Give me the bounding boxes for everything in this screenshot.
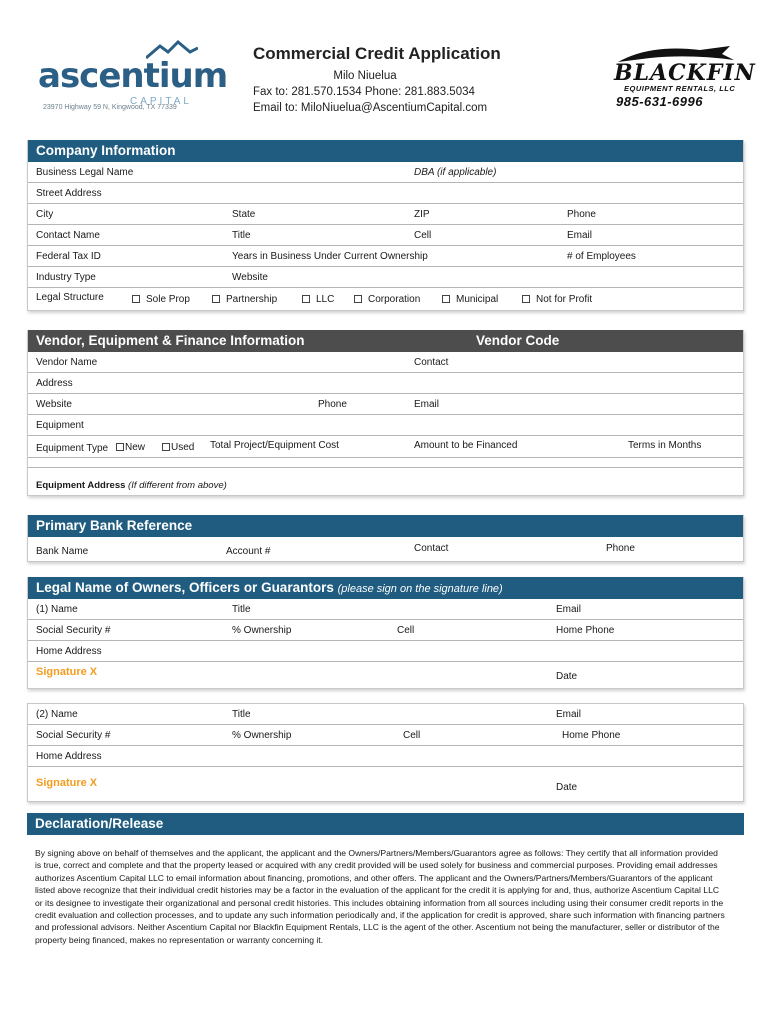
equipment-address-label: Equipment Address — [36, 480, 126, 491]
owner1-home-phone-field[interactable]: Home Phone — [556, 625, 615, 636]
owner2-name-field[interactable]: (2) Name — [36, 709, 78, 720]
brand-name: ascentium — [38, 56, 228, 96]
vendor-contact-field[interactable]: Contact — [414, 357, 449, 368]
form-row — [28, 373, 743, 394]
vendor-code-label: Vendor Code — [476, 333, 560, 348]
checkbox-llc[interactable] — [302, 294, 334, 305]
owner1-ssn-field[interactable]: Social Security # — [36, 625, 111, 636]
checkbox-sole-prop[interactable] — [132, 294, 190, 305]
checkbox-new[interactable] — [116, 442, 145, 453]
terms-field[interactable]: Terms in Months — [628, 440, 702, 451]
owner2-signature-field[interactable]: Signature X — [36, 777, 98, 789]
form-row — [28, 641, 743, 662]
owner1-title-field[interactable]: Title — [232, 604, 251, 615]
owner1-home-address-field[interactable]: Home Address — [36, 646, 102, 657]
checkbox-label: LLC — [316, 294, 335, 305]
owner2-title-field[interactable]: Title — [232, 709, 251, 720]
owner2-home-address-field[interactable]: Home Address — [36, 751, 102, 762]
owner1-signature-field[interactable]: Signature X — [36, 666, 98, 678]
checkbox-label: Not for Profit — [536, 294, 593, 305]
partner-sub: EQUIPMENT RENTALS, LLC — [624, 84, 736, 93]
form-row — [28, 183, 743, 204]
owner2-email-field[interactable]: Email — [556, 709, 582, 720]
form-row — [28, 704, 743, 725]
checkbox-not-for-profit[interactable] — [522, 294, 592, 305]
page-header — [0, 0, 770, 130]
company-address: 23970 Highway 59 N, Kingwood, TX 77339 — [43, 104, 177, 111]
company-information-heading: Company Information — [28, 140, 743, 162]
form-row — [28, 394, 743, 415]
company-information-section — [27, 140, 744, 311]
form-row — [28, 746, 743, 767]
vendor-address-field[interactable]: Address — [36, 378, 73, 389]
form-row — [28, 467, 743, 495]
form-row — [28, 162, 743, 183]
contact-title-field[interactable]: Title — [232, 230, 251, 241]
bank-contact-field[interactable]: Contact — [414, 543, 449, 554]
checkbox-icon[interactable] — [354, 295, 362, 303]
owner2-date-field[interactable]: Date — [556, 782, 578, 793]
checkbox-corporation[interactable] — [354, 294, 420, 305]
equipment-type-label: Equipment Type — [36, 443, 109, 454]
vendor-email-field[interactable]: Email — [414, 399, 440, 410]
owner2-ownership-field[interactable]: % Ownership — [232, 730, 292, 741]
equipment-field[interactable]: Equipment — [36, 420, 84, 431]
blackfin-logo — [610, 44, 756, 114]
checkbox-municipal[interactable] — [442, 294, 498, 305]
contact-email-field[interactable]: Email — [567, 230, 593, 241]
company-website-field[interactable]: Website — [232, 272, 268, 283]
form-row — [28, 415, 743, 436]
zip-field[interactable]: ZIP — [414, 209, 430, 220]
form-row — [28, 246, 743, 267]
form-row — [28, 620, 743, 641]
declaration-text: By signing above on behalf of themselves and the applicant, the applicant and the Owners/Partners/Members/Guarantors agree as follows: They certify that all information provided is true, correct and complete and that the property leased or acquired with any credit provided will be used solely for business and commercial purposes. Providing email addresses authorizes Ascentium Capital LLC to email information about financing, promotions, and other offers. The applicant and the Owners/Partners/Members/Guarantors of the applicant listed above recognize that their individual credit histories may be a factor in the evaluation of the applicant for the credit it is applying for and, thus, authorize Ascentium Capital LLC or its designee to investigate their organizational and personal credit histories. This includes obtaining information from all sources including using their consumer credit reports in the credit evaluation and collection processes, and to update any such information periodically and, if the application for credit is approved, share such information with financing partners and professional advisors. Neither Ascentium Capital nor Blackfin Equipment Rentals, LLC is the agent of the other. Ascentium not being the manufacturer, seller or distributor of the property being financed, makes no representation or warranty concerning it. — [35, 848, 725, 945]
company-phone-field[interactable]: Phone — [567, 209, 596, 220]
business-legal-name-field[interactable]: Business Legal Name — [36, 167, 134, 178]
state-field[interactable]: State — [232, 209, 256, 220]
checkbox-label: Municipal — [456, 294, 499, 305]
contact-name: Milo Niuelua — [333, 70, 397, 82]
checkbox-icon[interactable] — [302, 295, 310, 303]
checkbox-label: Partnership — [226, 294, 278, 305]
owner1-cell-field[interactable]: Cell — [397, 625, 415, 636]
form-row — [28, 767, 743, 801]
account-field[interactable]: Account # — [226, 546, 271, 557]
page-title: Commercial Credit Application — [253, 44, 501, 63]
checkbox-label: Sole Prop — [146, 294, 190, 305]
street-address-field[interactable]: Street Address — [36, 188, 102, 199]
bank-heading: Primary Bank Reference — [28, 515, 743, 537]
title-block — [253, 44, 513, 114]
checkbox-partnership[interactable] — [212, 294, 277, 305]
owners-section — [27, 577, 744, 689]
owner2-cell-field[interactable]: Cell — [403, 730, 421, 741]
checkbox-label: Used — [171, 442, 195, 453]
checkbox-icon[interactable] — [116, 443, 124, 451]
declaration-heading: Declaration/Release — [27, 813, 744, 835]
form-row — [28, 662, 743, 688]
vendor-section — [27, 330, 744, 496]
vendor-name-field[interactable]: Vendor Name — [36, 357, 98, 368]
owner1-name-field[interactable]: (1) Name — [36, 604, 78, 615]
checkbox-used[interactable] — [162, 442, 194, 453]
vendor-website-field[interactable]: Website — [36, 399, 72, 410]
owner2-ssn-field[interactable]: Social Security # — [36, 730, 111, 741]
checkbox-icon[interactable] — [212, 295, 220, 303]
partner-name: BLACKFIN — [614, 60, 756, 86]
form-row — [28, 537, 743, 561]
industry-type-field[interactable]: Industry Type — [36, 272, 96, 283]
owner1-email-field[interactable]: Email — [556, 604, 582, 615]
form-row — [28, 599, 743, 620]
vendor-phone-field[interactable]: Phone — [318, 399, 347, 410]
owner2-home-phone-field[interactable]: Home Phone — [562, 730, 621, 741]
form-row — [28, 352, 743, 373]
checkbox-label: New — [125, 442, 146, 453]
partner-phone: 985-631-6996 — [616, 94, 703, 109]
contact-email: Email to: MiloNiuelua@AscentiumCapital.com — [253, 102, 488, 114]
checkbox-icon[interactable] — [442, 295, 450, 303]
owner1-date-field[interactable]: Date — [556, 671, 578, 682]
checkbox-icon[interactable] — [162, 443, 170, 451]
dba-field[interactable]: DBA (if applicable) — [414, 167, 497, 178]
city-field[interactable]: City — [36, 209, 54, 220]
years-in-business-field[interactable]: Years in Business Under Current Ownership — [232, 251, 428, 262]
owners-heading — [28, 577, 743, 599]
federal-tax-id-field[interactable]: Federal Tax ID — [36, 251, 101, 262]
bank-phone-field[interactable]: Phone — [606, 543, 635, 554]
owner2-section — [27, 703, 744, 802]
brand-sub: CAPITAL — [130, 96, 192, 107]
contact-cell-field[interactable]: Cell — [414, 230, 432, 241]
owners-heading-label: Legal Name of Owners, Officers or Guarantors — [36, 580, 334, 595]
employees-field[interactable]: # of Employees — [567, 251, 636, 262]
amount-financed-field[interactable]: Amount to be Financed — [414, 440, 518, 451]
form-row — [28, 204, 743, 225]
total-cost-field[interactable]: Total Project/Equipment Cost — [210, 440, 339, 451]
legal-structure-label: Legal Structure — [36, 292, 104, 303]
bank-name-field[interactable]: Bank Name — [36, 546, 89, 557]
checkbox-label: Corporation — [368, 294, 421, 305]
vendor-heading-label: Vendor, Equipment & Finance Information — [36, 333, 305, 348]
contact-name-field[interactable]: Contact Name — [36, 230, 100, 241]
checkbox-icon[interactable] — [132, 295, 140, 303]
vendor-heading — [28, 330, 743, 352]
legal-structure-row — [28, 288, 743, 310]
form-row — [28, 225, 743, 246]
bank-section — [27, 515, 744, 562]
checkbox-icon[interactable] — [522, 295, 530, 303]
equipment-address-field[interactable] — [36, 480, 227, 491]
fax-phone: Fax to: 281.570.1534 Phone: 281.883.5034 — [253, 86, 475, 98]
owners-heading-note: (please sign on the signature line) — [337, 583, 503, 595]
form-row — [28, 436, 743, 458]
form-row — [28, 267, 743, 288]
form-row — [28, 725, 743, 746]
equipment-address-note: (If different from above) — [128, 480, 227, 491]
owner1-ownership-field[interactable]: % Ownership — [232, 625, 292, 636]
declaration-section — [27, 813, 744, 835]
